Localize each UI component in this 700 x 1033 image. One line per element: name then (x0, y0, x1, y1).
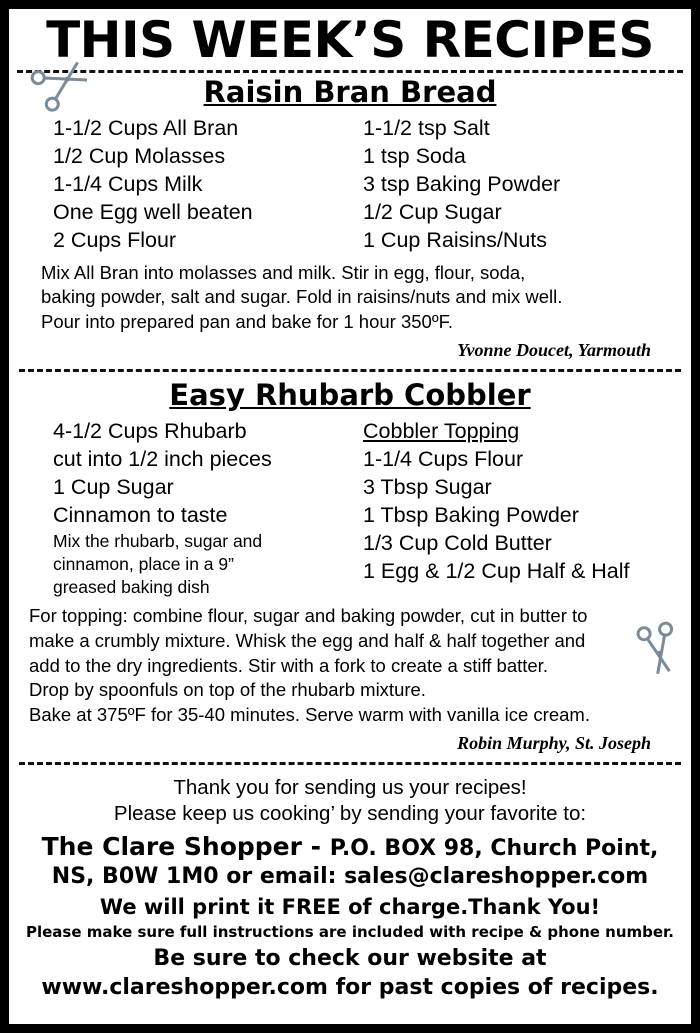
recipe-raisin-bran-bread (17, 75, 683, 363)
footer-address-line-1 (21, 831, 679, 864)
ingredient-item: Cinnamon to taste (53, 503, 228, 528)
ingredients-columns (23, 418, 677, 598)
ingredient-item: 1 Cup Raisins/Nuts (363, 227, 548, 252)
footer-address-line-2: NS, B0W 1M0 or email: sales@clareshopper.com (51, 864, 649, 890)
footer (17, 771, 683, 1001)
ingredient-item: 1 tsp Soda (363, 143, 466, 168)
recipe-method (23, 255, 677, 335)
method-line: Drop by spoonfuls on top of the rhubarb mixture. (29, 679, 426, 701)
recipe-method (23, 598, 677, 727)
ingredient-item: 2 Cups Flour (53, 227, 177, 252)
ingredient-item: 1/3 Cup Cold Butter (363, 531, 552, 556)
divider-top (17, 70, 683, 73)
ingredient-item: 1-1/4 Cups Flour (363, 447, 524, 472)
divider-between-recipes (19, 369, 681, 372)
ingredient-item: 3 Tbsp Sugar (363, 475, 492, 500)
recipe-title: Raisin Bran Bread (203, 75, 497, 109)
ingredient-item: 1 Cup Sugar (53, 475, 174, 500)
footer-website-line-1: Be sure to check our website at (153, 945, 547, 971)
ingredients-left-column (53, 418, 349, 598)
ingredients-columns (23, 115, 677, 255)
ingredient-item: 3 tsp Baking Powder (363, 171, 561, 196)
ingredients-left-column (53, 115, 349, 255)
method-line: Bake at 375ºF for 35-40 minutes. Serve warm with vanilla ice cream. (29, 703, 590, 725)
ingredient-item: 1/2 Cup Sugar (363, 199, 502, 224)
divider-before-footer (19, 762, 681, 765)
method-line: make a crumbly mixture. Whisk the egg and half & half together and (29, 630, 586, 652)
recipe-easy-rhubarb-cobbler (17, 378, 683, 756)
ingredient-item: 1-1/2 Cups All Bran (53, 116, 239, 140)
ingredient-item: One Egg well beaten (53, 199, 253, 224)
footer-free-print-line: We will print it FREE of charge.Thank You! (99, 894, 601, 919)
page-title: THIS WEEK’S RECIPES (46, 11, 654, 69)
ingredient-item: 4-1/2 Cups Rhubarb (53, 419, 247, 444)
ingredient-item: 1-1/2 tsp Salt (363, 116, 490, 140)
business-name: The Clare Shopper - (41, 831, 330, 861)
ingredient-item: 1-1/4 Cups Milk (53, 171, 203, 196)
left-method-line: cinnamon, place in a 9” (53, 553, 234, 574)
topping-subheading: Cobbler Topping (363, 419, 520, 444)
ingredient-item: 1 Egg & 1/2 Cup Half & Half (363, 559, 630, 584)
footer-thanks-line: Thank you for sending us your recipes! (173, 776, 527, 800)
ingredient-item: cut into 1/2 inch pieces (53, 447, 272, 472)
method-line: Pour into prepared pan and bake for 1 hour 350ºF. (41, 310, 453, 332)
recipe-title: Easy Rhubarb Cobbler (169, 378, 531, 413)
flyer-inner-border (7, 7, 693, 1026)
method-line: add to the dry ingredients. Stir with a fork to create a stiff batter. (29, 654, 548, 676)
footer-website-line-2[interactable]: www.clareshopper.com for past copies of recipes. (41, 975, 659, 1001)
ingredients-right-column (349, 115, 659, 255)
address-part-1: P.O. BOX 98, Church Point, (329, 835, 659, 861)
ingredients-right-column (349, 418, 659, 598)
left-method-line: greased baking dish (53, 576, 210, 597)
method-line: Mix All Bran into molasses and milk. Stir in egg, flour, soda, (41, 261, 526, 283)
footer-instructions-note: Please make sure full instructions are included with recipe & phone number. (26, 923, 674, 942)
method-line: baking powder, salt and sugar. Fold in raisins/nuts and mix well. (41, 286, 563, 308)
ingredient-item: 1 Tbsp Baking Powder (363, 503, 579, 528)
method-line: For topping: combine flour, sugar and baking powder, cut in butter to (29, 605, 588, 627)
left-method-line: Mix the rhubarb, sugar and (53, 531, 263, 552)
recipe-credit: Robin Murphy, St. Joseph (457, 733, 651, 754)
ingredient-item: 1/2 Cup Molasses (53, 143, 226, 168)
recipe-credit: Yvonne Doucet, Yarmouth (457, 340, 651, 361)
footer-submit-line: Please keep us cooking’ by sending your favorite to: (113, 802, 587, 826)
